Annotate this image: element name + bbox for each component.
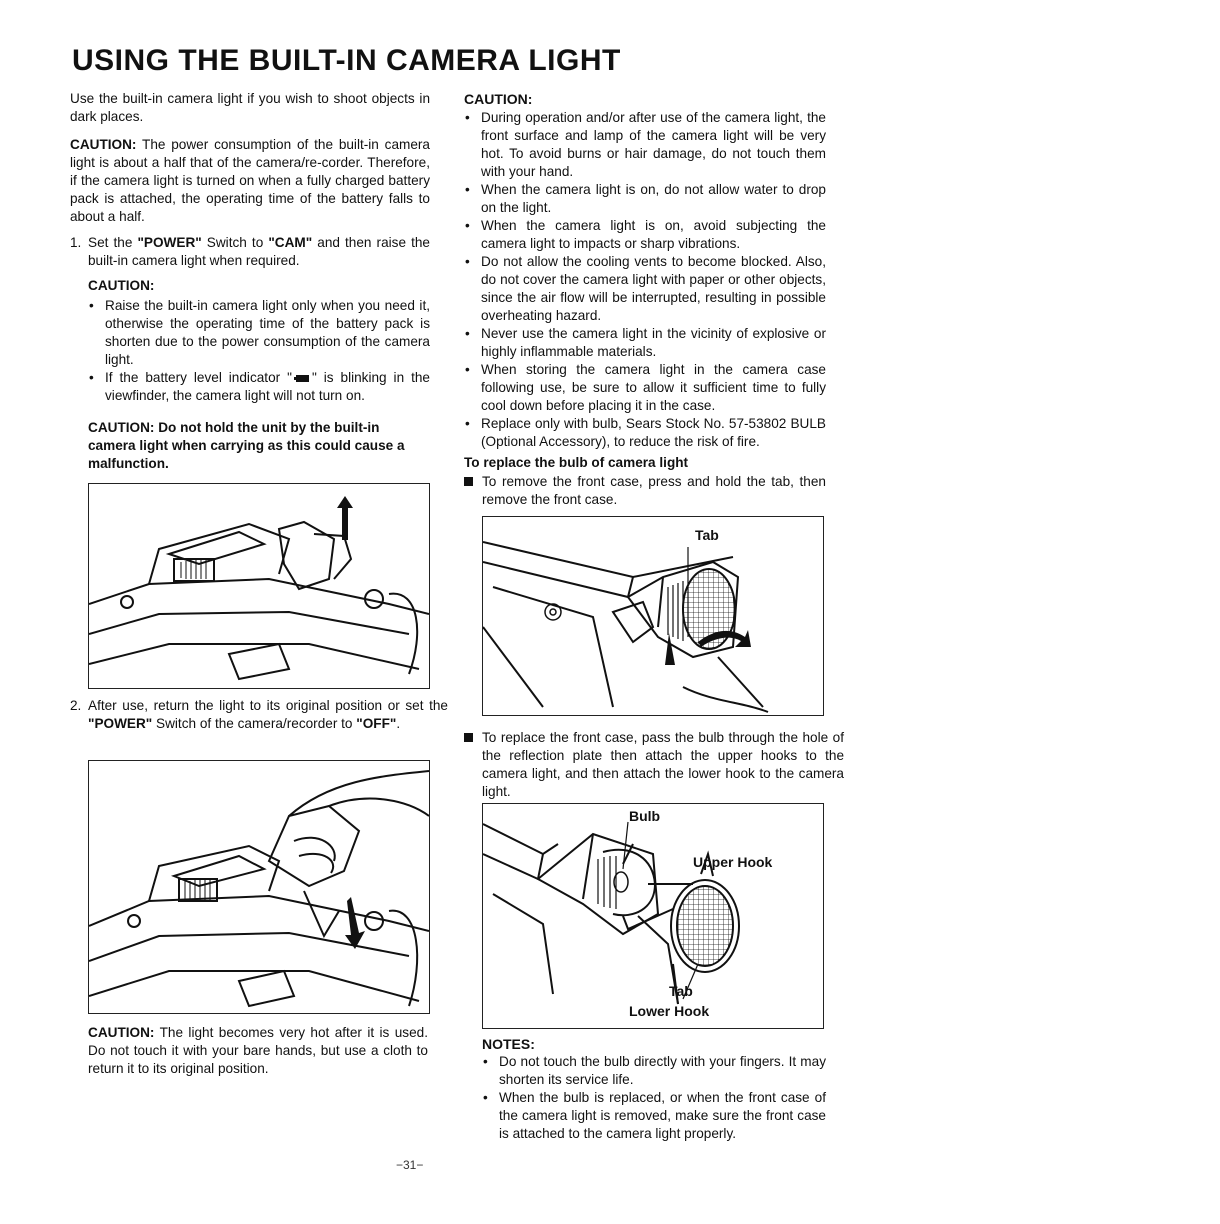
step-text: Switch to bbox=[201, 235, 269, 250]
caution-hot-paragraph bbox=[88, 1024, 428, 1078]
caution-label: CAUTION: bbox=[70, 137, 137, 152]
bulb-hooks-illustration bbox=[483, 804, 823, 1028]
caution-bullet: • Never use the camera light in the vicinity of explosive or highly inflammable materials. bbox=[465, 326, 826, 359]
bullet-text: Replace only with bulb, Sears Stock No. 57-53802 BULB (Optional Accessory), to reduce the risk of fire. bbox=[481, 416, 826, 449]
caution-carry-warning: CAUTION: Do not hold the unit by the built-in camera light when carrying as this could cause a malfunction. bbox=[88, 420, 405, 471]
caution-power-paragraph bbox=[70, 136, 430, 226]
step-text: Set the bbox=[88, 235, 138, 250]
caution-label: CAUTION: bbox=[88, 278, 155, 293]
bullet-text: Do not allow the cooling vents to become blocked. Also, do not cover the camera light with paper or other objects, since the air flow will be interrupted, resulting in possible overheating hazard. bbox=[481, 254, 826, 323]
bullet-text: Never use the camera light in the vicinity of explosive or highly inflammable materials. bbox=[481, 326, 826, 359]
step-text: After use, return the light to its original position or set the bbox=[88, 698, 448, 713]
bullet-text: Raise the built-in camera light only when you need it, otherwise the operating time of the battery pack is shorten due to the power consumption of the camera light. bbox=[105, 298, 430, 367]
bullet-text: During operation and/or after use of the camera light, the front surface and lamp of the camera light will be very hot. To avoid burns or hair damage, do not touch them with your hand. bbox=[481, 110, 826, 179]
note-bullet: • When the bulb is replaced, or when the front case of the camera light is removed, make sure the front case is attached to the camera light properly. bbox=[483, 1090, 826, 1141]
tab-label: Tab bbox=[669, 983, 693, 999]
notes-section bbox=[482, 1035, 826, 1143]
caution-bullet: • Replace only with bulb, Sears Stock No. 57-53802 BULB (Optional Accessory), to reduce the risk of fire. bbox=[465, 416, 826, 449]
hand-cloth-illustration bbox=[89, 761, 429, 1013]
caution-bullet: • When the camera light is on, do not allow water to drop on the light. bbox=[465, 182, 826, 215]
step-text: . bbox=[396, 716, 401, 731]
bullet-text: If the battery level indicator " bbox=[105, 370, 292, 385]
step-text: and then raise the built-in camera light when required. bbox=[88, 235, 430, 268]
figure-remove-front-case bbox=[482, 516, 824, 716]
lower-hook-label: Lower Hook bbox=[629, 1003, 710, 1019]
caution-text: The power consumption of the built-in camera light is about a half that of the camera/re-corder. Therefore, if the camera light is turned on when a fully charged battery pack is attached, the operating time of the battery falls to about a half. bbox=[70, 137, 430, 224]
camera-illustration bbox=[89, 484, 429, 688]
bullet-text: When the camera light is on, do not allow water to drop on the light. bbox=[481, 182, 826, 215]
caution-label: CAUTION: bbox=[88, 1025, 155, 1040]
upper-hook-label: Upper Hook bbox=[693, 854, 773, 870]
battery-indicator-icon bbox=[292, 370, 312, 385]
bullet-text: When the camera light is on, avoid subjecting the camera light to impacts or sharp vibrations. bbox=[481, 218, 826, 251]
caution-bullet: • Do not allow the cooling vents to become blocked. Also, do not cover the camera light with paper or other objects, since the air flow will be interrupted, resulting in possible overheating hazard. bbox=[465, 254, 826, 323]
power-switch-label: "POWER" bbox=[88, 716, 153, 731]
instruction-text: To remove the front case, press and hold the tab, then remove the front case. bbox=[482, 474, 826, 507]
figure-raise-light bbox=[88, 483, 430, 689]
instruction-remove-case bbox=[464, 473, 826, 509]
step-1-caution bbox=[70, 277, 430, 405]
replace-bulb-heading: To replace the bulb of camera light bbox=[464, 455, 689, 470]
power-switch-label: "POWER" bbox=[137, 235, 202, 250]
bullet-item: • Raise the built-in camera light only when you need it, otherwise the operating time of the battery pack is shorten due to the power consumption of the camera light. bbox=[89, 298, 430, 367]
page-title: USING THE BUILT-IN CAMERA LIGHT bbox=[72, 44, 621, 77]
right-column bbox=[464, 90, 826, 509]
caution-bullet: • When storing the camera light in the camera case following use, be sure to allow it sufficient time to fully cool down before placing it in the case. bbox=[465, 362, 826, 413]
note-text: When the bulb is replaced, or when the front case of the camera light is removed, make sure the front case is attached to the camera light properly. bbox=[499, 1090, 826, 1141]
intro-text: Use the built-in camera light if you wish to shoot objects in dark places. bbox=[70, 91, 430, 124]
caution-bullet: • During operation and/or after use of the camera light, the front surface and lamp of the camera light will be very hot. To avoid burns or hair damage, do not touch them with your hand. bbox=[465, 110, 826, 179]
figure-bulb-hooks bbox=[482, 803, 824, 1029]
note-bullet: • Do not touch the bulb directly with your fingers. It may shorten its service life. bbox=[483, 1054, 826, 1087]
instruction-text: To replace the front case, pass the bulb through the hole of the reflection plate then attach the upper hooks to the camera light, and then attach the lower hook to the camera light. bbox=[482, 730, 844, 799]
step-2 bbox=[70, 697, 448, 733]
bulb-label: Bulb bbox=[629, 808, 661, 824]
front-case-removal-illustration bbox=[483, 517, 823, 715]
square-bullet-icon bbox=[464, 733, 473, 742]
instruction-replace-case bbox=[464, 729, 844, 801]
notes-label: NOTES: bbox=[482, 1036, 535, 1052]
cam-mode-label: "CAM" bbox=[268, 235, 313, 250]
figure-return-light bbox=[88, 760, 430, 1014]
caution-bullet: • When the camera light is on, avoid subjecting the camera light to impacts or sharp vibrations. bbox=[465, 218, 826, 251]
step-1 bbox=[70, 234, 430, 270]
caution-text: The light becomes very hot after it is used. Do not touch it with your bare hands, but use a cloth to return it to its original position. bbox=[88, 1025, 428, 1076]
square-bullet-icon bbox=[464, 477, 473, 486]
bullet-text: " is blinking in the viewfinder, the camera light will not turn on. bbox=[105, 370, 430, 403]
tab-label: Tab bbox=[695, 527, 719, 543]
off-mode-label: "OFF" bbox=[356, 716, 397, 731]
caution-label: CAUTION: bbox=[464, 91, 533, 107]
step-text: Switch of the camera/recorder to bbox=[152, 716, 357, 731]
step-number: 1. bbox=[70, 235, 82, 250]
page-number: −31− bbox=[396, 1158, 424, 1172]
bullet-item: • If the battery level indicator " " is blinking in the viewfinder, the camera light will not turn on. bbox=[89, 370, 430, 403]
step-number: 2. bbox=[70, 698, 82, 713]
bullet-text: When storing the camera light in the camera case following use, be sure to allow it sufficient time to fully cool down before placing it in the case. bbox=[481, 362, 826, 413]
note-text: Do not touch the bulb directly with your fingers. It may shorten its service life. bbox=[499, 1054, 826, 1087]
left-column bbox=[70, 90, 430, 473]
